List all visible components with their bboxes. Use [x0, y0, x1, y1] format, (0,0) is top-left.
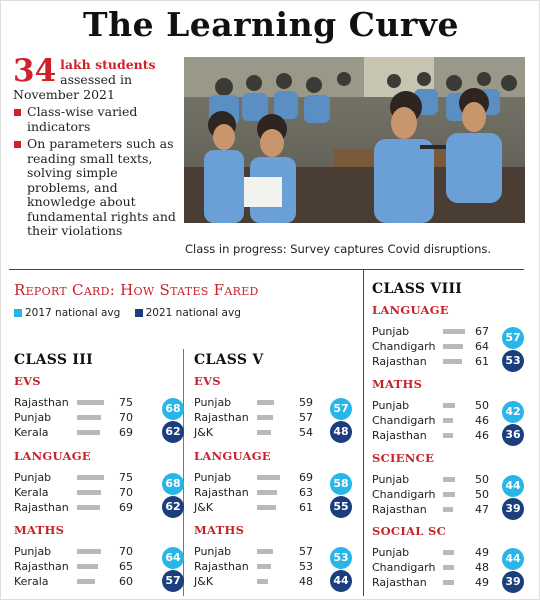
avg-2017-badge: 44	[502, 475, 524, 497]
state-name: Rajasthan	[194, 411, 249, 424]
avg-2017-badge: 57	[502, 327, 524, 349]
avg-2021-badge: 39	[502, 498, 524, 520]
state-name: Rajasthan	[14, 396, 69, 409]
state-value: 53	[299, 560, 313, 573]
state-row	[194, 395, 334, 410]
state-row	[372, 545, 512, 560]
state-name: Chandigarh	[372, 340, 436, 353]
state-name: J&K	[194, 426, 214, 439]
state-name: J&K	[194, 501, 214, 514]
state-value: 54	[299, 426, 313, 439]
state-name: Kerala	[14, 486, 49, 499]
state-row	[372, 560, 512, 575]
state-bar	[77, 549, 101, 554]
stat-bullet-1: Class-wise varied indicators	[13, 105, 183, 134]
avg-2021-badge: 48	[330, 421, 352, 443]
state-bar	[77, 505, 100, 510]
state-value: 64	[475, 340, 489, 353]
state-value: 63	[299, 486, 313, 499]
legend-label-2021: 2021 national avg	[145, 307, 241, 319]
state-name: J&K	[194, 575, 214, 588]
class-heading: CLASS VIII	[372, 281, 463, 297]
stat-number: 34	[13, 53, 57, 89]
avg-2021-badge: 44	[330, 570, 352, 592]
state-bar	[443, 418, 453, 423]
state-row	[372, 502, 512, 517]
stat-description: assessed in November 2021	[13, 72, 133, 102]
state-bar	[443, 565, 454, 570]
state-row	[194, 410, 334, 425]
state-value: 75	[119, 471, 133, 484]
state-bar	[443, 359, 462, 364]
stat-unit: lakh students	[60, 57, 156, 72]
state-name: Rajasthan	[372, 576, 427, 589]
state-row	[372, 487, 512, 502]
avg-2021-badge: 53	[502, 350, 524, 372]
subject-heading: SOCIAL SC	[372, 524, 447, 538]
state-bar	[443, 492, 455, 497]
state-row	[372, 354, 512, 369]
avg-2017-badge: 53	[330, 547, 352, 569]
state-row	[14, 395, 154, 410]
state-value: 48	[299, 575, 313, 588]
state-bar	[77, 430, 100, 435]
state-value: 70	[119, 545, 133, 558]
state-bar	[257, 415, 273, 420]
avg-2021-badge: 62	[162, 421, 184, 443]
state-bar	[257, 475, 280, 480]
subject-heading: LANGUAGE	[14, 449, 91, 463]
state-bar	[77, 564, 98, 569]
state-value: 49	[475, 546, 489, 559]
chart-legend	[14, 307, 241, 319]
avg-2021-badge: 36	[502, 424, 524, 446]
state-name: Punjab	[372, 546, 410, 559]
state-row	[194, 544, 334, 559]
state-row	[14, 559, 154, 574]
avg-2017-badge: 68	[162, 398, 184, 420]
subject-heading: MATHS	[194, 523, 245, 537]
state-bar	[443, 550, 454, 555]
state-bar	[443, 403, 455, 408]
state-name: Kerala	[14, 575, 49, 588]
state-row	[372, 324, 512, 339]
subject-heading: EVS	[194, 374, 221, 388]
avg-2021-badge: 62	[162, 496, 184, 518]
state-value: 50	[475, 488, 489, 501]
state-name: Rajasthan	[372, 429, 427, 442]
state-bar	[257, 549, 273, 554]
avg-2017-badge: 68	[162, 473, 184, 495]
state-value: 65	[119, 560, 133, 573]
state-name: Punjab	[194, 471, 232, 484]
state-name: Punjab	[372, 325, 410, 338]
state-name: Punjab	[14, 545, 52, 558]
state-bar	[257, 490, 277, 495]
state-name: Punjab	[14, 411, 52, 424]
subject-heading: LANGUAGE	[372, 303, 449, 317]
state-value: 47	[475, 503, 489, 516]
state-name: Rajasthan	[14, 501, 69, 514]
state-name: Punjab	[372, 473, 410, 486]
state-bar	[443, 329, 465, 334]
state-value: 46	[475, 414, 489, 427]
state-name: Rajasthan	[194, 560, 249, 573]
legend-label-2017: 2017 national avg	[25, 307, 121, 319]
state-bar	[443, 344, 463, 349]
state-value: 70	[119, 411, 133, 424]
state-row	[372, 575, 512, 590]
state-bar	[257, 430, 271, 435]
divider-vertical	[363, 269, 364, 596]
subject-heading: EVS	[14, 374, 41, 388]
state-value: 61	[475, 355, 489, 368]
avg-2017-badge: 42	[502, 401, 524, 423]
state-row	[372, 428, 512, 443]
avg-2017-badge: 58	[330, 473, 352, 495]
avg-2017-badge: 57	[330, 398, 352, 420]
state-row	[14, 544, 154, 559]
legend-swatch-2021	[135, 309, 143, 317]
avg-2021-badge: 57	[162, 570, 184, 592]
state-value: 48	[475, 561, 489, 574]
state-bar	[443, 433, 453, 438]
state-value: 50	[475, 399, 489, 412]
state-bar	[77, 579, 95, 584]
state-value: 70	[119, 486, 133, 499]
classroom-illustration	[184, 57, 525, 223]
state-value: 61	[299, 501, 313, 514]
report-title: Report Card: How States Fared	[14, 281, 259, 299]
avg-2017-badge: 44	[502, 548, 524, 570]
subject-heading: MATHS	[372, 377, 423, 391]
state-name: Punjab	[14, 471, 52, 484]
subject-heading: SCIENCE	[372, 451, 435, 465]
state-value: 75	[119, 396, 133, 409]
state-bar	[443, 507, 453, 512]
class-heading: CLASS V	[194, 352, 264, 368]
classroom-photo	[184, 57, 525, 223]
state-value: 60	[119, 575, 133, 588]
state-name: Chandigarh	[372, 561, 436, 574]
state-row	[14, 410, 154, 425]
state-value: 69	[119, 501, 133, 514]
state-name: Rajasthan	[372, 355, 427, 368]
state-row	[194, 425, 334, 440]
stat-panel	[13, 53, 183, 239]
state-bar	[77, 490, 101, 495]
state-row	[14, 425, 154, 440]
state-value: 67	[475, 325, 489, 338]
state-row	[372, 398, 512, 413]
photo-caption: Class in progress: Survey captures Covid disruptions.	[185, 242, 492, 256]
state-bar	[257, 579, 268, 584]
class-heading: CLASS III	[14, 352, 93, 368]
state-name: Rajasthan	[194, 486, 249, 499]
state-value: 46	[475, 429, 489, 442]
page-title: The Learning Curve	[83, 5, 459, 44]
state-row	[372, 413, 512, 428]
state-bar	[77, 475, 104, 480]
avg-2021-badge: 55	[330, 496, 352, 518]
state-bar	[77, 400, 104, 405]
state-bar	[257, 564, 271, 569]
state-name: Kerala	[14, 426, 49, 439]
state-name: Punjab	[194, 545, 232, 558]
subject-heading: LANGUAGE	[194, 449, 271, 463]
state-row	[372, 472, 512, 487]
state-row	[14, 485, 154, 500]
state-bar	[257, 505, 276, 510]
state-row	[194, 500, 334, 515]
state-value: 59	[299, 396, 313, 409]
state-row	[194, 559, 334, 574]
state-value: 69	[119, 426, 133, 439]
state-value: 57	[299, 411, 313, 424]
state-bar	[443, 477, 455, 482]
state-row	[194, 485, 334, 500]
state-name: Rajasthan	[14, 560, 69, 573]
state-name: Punjab	[194, 396, 232, 409]
state-bar	[443, 580, 454, 585]
avg-2021-badge: 39	[502, 571, 524, 593]
state-name: Chandigarh	[372, 414, 436, 427]
state-name: Rajasthan	[372, 503, 427, 516]
stat-bullet-2: On parameters such as reading small texts, solving simple problems, and knowledge about fundamental rights and their violations	[13, 137, 183, 239]
state-bar	[257, 400, 274, 405]
legend-swatch-2017	[14, 309, 22, 317]
divider	[9, 269, 524, 270]
state-row	[14, 500, 154, 515]
state-value: 50	[475, 473, 489, 486]
state-name: Chandigarh	[372, 488, 436, 501]
state-value: 49	[475, 576, 489, 589]
state-row	[194, 470, 334, 485]
state-name: Punjab	[372, 399, 410, 412]
state-value: 57	[299, 545, 313, 558]
state-row	[14, 574, 154, 589]
subject-heading: MATHS	[14, 523, 65, 537]
state-row	[14, 470, 154, 485]
state-value: 69	[299, 471, 313, 484]
state-bar	[77, 415, 101, 420]
state-row	[372, 339, 512, 354]
state-row	[194, 574, 334, 589]
avg-2017-badge: 64	[162, 547, 184, 569]
